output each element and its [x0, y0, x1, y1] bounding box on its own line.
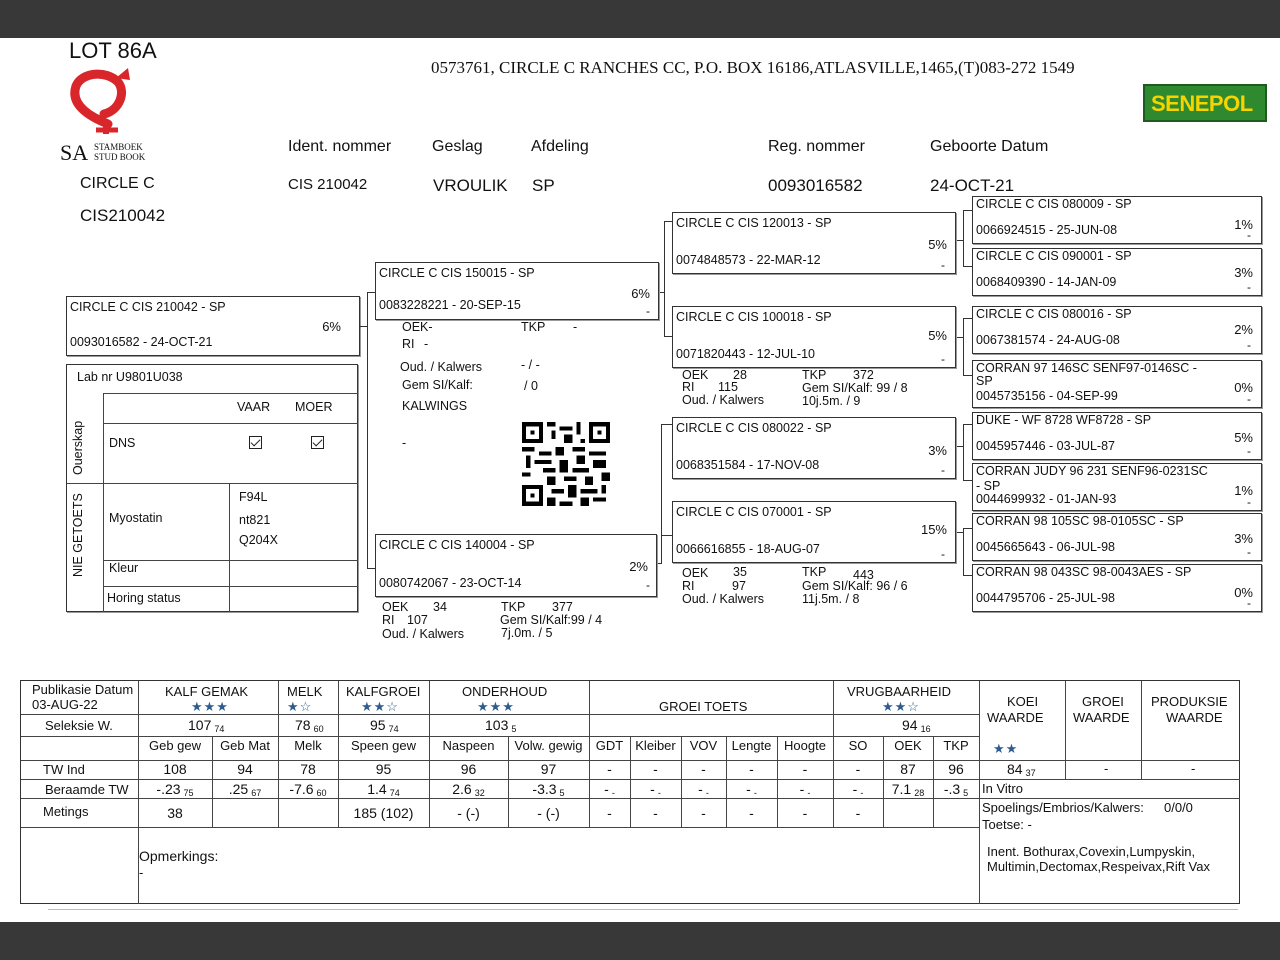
dam-tkp-label: TKP — [501, 600, 526, 614]
animal-name: CIRCLE C CIS 210042 - SP — [70, 300, 226, 314]
metings-cell: - — [855, 805, 861, 821]
gp2-ri-value: 115 — [718, 380, 738, 394]
gp-name: CIRCLE C CIS 080022 - SP — [676, 421, 832, 435]
kalf-gemak-stars-icon: ★★★ — [191, 699, 229, 714]
onderhoud-stars-icon: ★★★ — [477, 699, 515, 714]
beraamde-cell: -.3 $_5$ — [943, 781, 969, 798]
sire-tkp-label: TKP — [521, 320, 546, 334]
senepol-text: SENEPOL — [1151, 91, 1253, 116]
gp-pct: 15% — [920, 522, 947, 537]
metings-cell: - (-) — [457, 805, 480, 821]
great-grandparent-box — [972, 513, 1262, 561]
sire-pct: 6% — [631, 286, 650, 301]
great-grandparent-box — [972, 196, 1262, 244]
sire-oek: OEK- — [402, 320, 433, 334]
groei-toets-label: GROEI TOETS — [659, 699, 748, 714]
metings-cell: 38 — [167, 805, 183, 821]
dam-pct: 2% — [629, 559, 648, 574]
column-header: Volw. gewig — [514, 738, 583, 753]
grandparent-box — [672, 501, 956, 563]
koei-label-2: WAARDE — [987, 710, 1044, 725]
gp2-oek-label: OEK — [682, 368, 709, 382]
ggp-dash: - — [1247, 545, 1251, 559]
grandparent-box — [672, 306, 956, 368]
ggp-reg: 0066924515 - 25-JUN-08 — [976, 223, 1118, 237]
ggp-pct: 5% — [1234, 430, 1253, 445]
beraamde-cell: - $_-$ — [604, 781, 615, 798]
ggp-name: CIRCLE C CIS 090001 - SP — [976, 249, 1132, 263]
myostatin-value-1: F94L — [239, 490, 268, 504]
kalwings-label: KALWINGS — [402, 399, 468, 413]
nie-getoets-label: NIE GETOETS — [71, 493, 85, 577]
gp-reg: 0066616855 - 18-AUG-07 — [676, 542, 820, 556]
onderhoud-label: ONDERHOUD — [462, 684, 548, 699]
dam-ri-value: 107 — [407, 613, 428, 627]
metings-cell: - (-) — [537, 805, 560, 821]
gp4-tkp-label: TKP — [802, 565, 827, 579]
koei-stars-icon: ★★ — [993, 741, 1019, 756]
kalfgroei-sel: 95 $_{74}$ — [370, 717, 399, 734]
tw-prod: - — [1191, 761, 1196, 776]
gp-reg: 0074848573 - 22-MAR-12 — [676, 253, 821, 267]
ggp-reg: 0068409390 - 14-JAN-09 — [976, 275, 1117, 289]
sire-box — [375, 262, 659, 320]
kalf-gemak-sel: 107 $_{74}$ — [188, 717, 225, 734]
ident-label: Ident. nommer — [288, 138, 392, 155]
gp-dash: - — [941, 547, 945, 561]
ggp-name: CORRAN JUDY 96 231 SENF96-0231SC — [976, 464, 1208, 478]
column-header: Lengte — [731, 738, 772, 753]
gp4-oud-value: 11j.5m. / 8 — [802, 592, 860, 606]
vaar-dns-checkbox-icon — [249, 436, 262, 449]
lab-box — [66, 364, 358, 612]
ggp-pct: 3% — [1234, 265, 1253, 280]
gp4-gem: Gem SI/Kalf: 96 / 6 — [802, 579, 908, 593]
gp-reg: 0071820443 - 12-JUL-10 — [676, 347, 815, 361]
tw-cell: 78 — [300, 761, 316, 777]
column-header: Geb gew — [148, 738, 202, 753]
ggp-dash: - — [1247, 392, 1251, 406]
beraamde-cell: -3.3 $_5$ — [532, 781, 565, 798]
sire-gem-label: Gem SI/Kalf: — [402, 378, 473, 392]
dam-name: CIRCLE C CIS 140004 - SP — [379, 538, 535, 552]
afdeling-value: SP — [532, 176, 555, 195]
inent-line-2: Multimin,Dectomax,Respeivax,Rift Vax — [987, 859, 1210, 874]
opmerkings-value: - — [139, 865, 144, 880]
myostatin-label: Myostatin — [109, 511, 163, 525]
ggp-dash: - — [1247, 228, 1251, 242]
ggp-name-cont: - SP — [976, 479, 1001, 493]
gp4-ri-value: 97 — [732, 579, 746, 593]
grandparent-box — [672, 417, 956, 479]
beraamde-cell: 7.1 $_{28}$ — [891, 781, 925, 798]
horing-label: Horing status — [107, 591, 181, 605]
dam-box — [375, 534, 657, 597]
vrugbaarheid-sel: 94 $_{16}$ — [902, 717, 931, 734]
beraamde-cell: - $_-$ — [650, 781, 661, 798]
geboorte-value: 24-OCT-21 — [930, 176, 1015, 195]
dns-label: DNS — [109, 436, 136, 450]
column-header: SO — [848, 738, 868, 753]
footer-line — [48, 909, 1238, 910]
pub-date: 03-AUG-22 — [32, 697, 98, 712]
sire-tkp-value: - — [573, 320, 578, 334]
groei-waarde-label: GROEI — [1082, 694, 1124, 709]
tw-label: TW Ind — [43, 762, 85, 777]
tw-cell: - — [802, 761, 808, 777]
ggp-dash: - — [1247, 338, 1251, 352]
qr-code — [522, 422, 610, 506]
beraamde-label: Beraamde TW — [45, 782, 129, 797]
tw-cell: - — [607, 761, 612, 777]
ggp-pct: 1% — [1234, 217, 1253, 232]
ident-value: CIS 210042 — [288, 176, 368, 193]
tw-koei: 84 $_{37}$ — [1007, 761, 1036, 778]
beraamde-cell: - $_-$ — [799, 781, 811, 798]
sa-text: SA — [60, 140, 89, 165]
studbook-text: STUD BOOK — [94, 152, 146, 162]
metings-cell: - — [749, 805, 754, 821]
sire-gem-value: / 0 — [524, 379, 538, 393]
gp-name: CIRCLE C CIS 120013 - SP — [676, 216, 832, 230]
column-header: Naspeen — [442, 738, 495, 753]
gp-dash: - — [941, 463, 945, 477]
tw-cell: 87 — [900, 761, 916, 777]
gp2-tkp-label: TKP — [802, 368, 827, 382]
ggp-dash: - — [1247, 444, 1251, 458]
dam-oud-value: 7j.0m. / 5 — [501, 626, 553, 640]
afdeling-label: Afdeling — [531, 138, 589, 155]
column-header: Speen gew — [350, 738, 417, 753]
reg-label: Reg. nommer — [768, 138, 865, 155]
ggp-name: CIRCLE C CIS 080009 - SP — [976, 197, 1132, 211]
tw-cell: 95 — [375, 761, 392, 777]
gp-pct: 5% — [928, 328, 947, 343]
ggp-pct: 2% — [1234, 322, 1253, 337]
inent-line-1: Inent. Bothurax,Covexin,Lumpyskin, — [987, 844, 1196, 859]
gp2-oud-label: Oud. / Kalwers — [682, 393, 764, 407]
kalf-gemak-label: KALF GEMAK — [165, 684, 249, 699]
gp-pct: 3% — [928, 443, 947, 458]
gp-name: CIRCLE C CIS 100018 - SP — [676, 310, 832, 324]
sire-ri-value: - — [424, 337, 429, 351]
ggp-dash: - — [1247, 495, 1251, 509]
gp2-oud-value: 10j.5m. / 9 — [802, 394, 861, 408]
onderhoud-sel: 103 $_5$ — [485, 717, 517, 734]
ggp-pct: 1% — [1234, 483, 1253, 498]
gp-reg: 0068351584 - 17-NOV-08 — [676, 458, 820, 472]
beraamde-cell: -7.6 $_{60}$ — [289, 781, 327, 798]
sire-dash: - — [646, 304, 650, 318]
gp2-ri-label: RI — [682, 380, 695, 394]
ggp-reg: 0044795706 - 25-JUL-98 — [976, 591, 1115, 605]
column-header: Geb Mat — [220, 738, 270, 753]
column-header: Kleiber — [635, 738, 676, 753]
ggp-pct: 0% — [1234, 585, 1253, 600]
ggp-name: CIRCLE C CIS 080016 - SP — [976, 307, 1132, 321]
sire-name: CIRCLE C CIS 150015 - SP — [379, 266, 535, 280]
melk-label: MELK — [287, 684, 323, 699]
ggp-reg: 0045957446 - 03-JUL-87 — [976, 439, 1115, 453]
kalfgroei-stars-icon: ★★☆ — [361, 699, 399, 714]
ggp-name-cont: SP — [976, 374, 993, 388]
owner-line: 0573761, CIRCLE C RANCHES CC, P.O. BOX 16186,ATLASVILLE,1465,(T)083-272 1549 — [431, 58, 1075, 77]
column-header: VOV — [689, 738, 718, 753]
ggp-name: CORRAN 98 105SC 98-0105SC - SP — [976, 514, 1184, 528]
stamboek-emblem-icon — [60, 66, 160, 136]
top-bar — [0, 0, 1280, 38]
grandparent-box — [672, 212, 956, 274]
great-grandparent-box — [972, 412, 1262, 460]
metings-cell: - — [653, 805, 658, 821]
tw-cell: - — [701, 761, 706, 777]
dam-oud-label: Oud. / Kalwers — [382, 627, 464, 641]
gp-dash: - — [941, 352, 945, 366]
groei-waarde-label-2: WAARDE — [1073, 710, 1130, 725]
pub-label: Publikasie Datum — [32, 682, 134, 697]
gp4-ri-label: RI — [682, 579, 695, 593]
beraamde-cell: .25 $_{67}$ — [228, 781, 262, 798]
tw-cell: 94 — [237, 761, 253, 777]
ggp-reg: 0045665643 - 06-JUL-98 — [976, 540, 1115, 554]
tw-cell: - — [855, 761, 861, 777]
vrugbaarheid-label: VRUGBAARHEID — [847, 684, 952, 699]
geslag-label: Geslag — [432, 138, 483, 155]
in-vitro-label: In Vitro — [982, 781, 1023, 796]
tw-groei: - — [1104, 761, 1109, 776]
tw-cell: - — [749, 761, 754, 777]
sire-oud-value: - / - — [521, 358, 540, 372]
performance-table — [20, 680, 1240, 904]
beraamde-cell: - $_-$ — [698, 781, 709, 798]
dam-oek-label: OEK — [382, 600, 409, 614]
ggp-dash: - — [1247, 596, 1251, 610]
vaar-label: VAAR — [237, 400, 271, 414]
spoelings-value: 0/0/0 — [1164, 800, 1193, 815]
column-header: GDT — [595, 738, 624, 753]
geslag-value: VROULIK — [433, 176, 508, 195]
gp4-oud-label: Oud. / Kalwers — [682, 592, 764, 606]
dam-oek-value: 34 — [433, 600, 447, 614]
geboorte-label: Geboorte Datum — [930, 138, 1049, 155]
animal-pct: 6% — [322, 319, 341, 334]
great-grandparent-box — [972, 360, 1262, 408]
dam-ri-label: RI — [382, 613, 395, 627]
beraamde-cell: 1.4 $_{74}$ — [367, 781, 400, 798]
ggp-name: DUKE - WF 8728 WF8728 - SP — [976, 413, 1152, 427]
gp4-oek-value: 35 — [733, 565, 747, 579]
sire-reg: 0083228221 - 20-SEP-15 — [379, 298, 521, 312]
bottom-bar — [0, 922, 1280, 960]
column-header: TKP — [943, 738, 969, 753]
spoelings-label: Spoelings/Embrios/Kalwers: — [982, 800, 1144, 815]
gp4-oek-label: OEK — [682, 566, 709, 580]
dam-gem: Gem SI/Kalf:99 / 4 — [500, 613, 603, 627]
tw-cell: 108 — [163, 761, 187, 777]
produksie-label: PRODUKSIE — [1151, 694, 1228, 709]
column-header: Melk — [294, 738, 322, 753]
great-grandparent-box — [972, 463, 1262, 511]
seleksie-label: Seleksie W. — [45, 718, 113, 733]
tw-cell: 97 — [540, 761, 557, 777]
column-header: OEK — [894, 738, 922, 753]
ggp-name: CORRAN 98 043SC 98-0043AES - SP — [976, 565, 1192, 579]
vrugbaarheid-stars-icon: ★★☆ — [882, 699, 920, 714]
gp-dash: - — [941, 258, 945, 272]
gp2-oek-value: 28 — [733, 368, 747, 382]
metings-cell: - — [802, 805, 808, 821]
koei-label: KOEI — [1007, 694, 1039, 709]
great-grandparent-box — [972, 248, 1262, 296]
moer-dns-checkbox-icon — [311, 436, 324, 449]
ggp-reg: 0067381574 - 24-AUG-08 — [976, 333, 1120, 347]
column-header: Hoogte — [784, 738, 826, 753]
beraamde-cell: - $_-$ — [852, 781, 864, 798]
ggp-reg: 0044699932 - 01-JAN-93 — [976, 492, 1117, 506]
gp4-tkp-value: 443 — [853, 568, 874, 582]
metings-cell: 185 (102) — [353, 805, 414, 821]
sire-oud-label: Oud. / Kalwers — [400, 360, 482, 374]
gp-name: CIRCLE C CIS 070001 - SP — [676, 505, 832, 519]
opmerkings-label: Opmerkings: — [139, 848, 219, 864]
ggp-reg: 0045735156 - 04-SEP-99 — [976, 389, 1118, 403]
animal-reg: 0093016582 - 24-OCT-21 — [70, 335, 213, 349]
dam-tkp-value: 377 — [552, 600, 573, 614]
tw-cell: 96 — [460, 761, 477, 777]
metings-label: Metings — [43, 804, 89, 819]
tw-cell: 96 — [948, 761, 964, 777]
reg-value: 0093016582 — [768, 176, 863, 195]
melk-sel: 78 $_{60}$ — [295, 717, 324, 734]
kleur-label: Kleur — [109, 561, 139, 575]
beraamde-cell: 2.6 $_{32}$ — [452, 781, 485, 798]
gp2-gem: Gem SI/Kalf: 99 / 8 — [802, 381, 908, 395]
metings-cell: - — [701, 805, 706, 821]
tw-cell: - — [653, 761, 658, 777]
lot-number: LOT 86A — [69, 38, 157, 63]
gp2-tkp-value: 372 — [853, 368, 874, 382]
ggp-pct: 3% — [1234, 531, 1253, 546]
ouerskap-label: Ouerskap — [71, 420, 85, 475]
kalfgroei-label: KALFGROEI — [346, 684, 421, 699]
sa-stamboek-logo — [60, 66, 160, 166]
stamboek-text: STAMBOEK — [94, 142, 143, 152]
melk-stars-icon: ★☆ — [287, 699, 313, 714]
herd-id: CIS210042 — [80, 206, 166, 225]
moer-label: MOER — [295, 400, 333, 414]
lab-number: Lab nr U9801U038 — [77, 370, 183, 384]
great-grandparent-box — [972, 564, 1262, 612]
kalwings-dash: - — [402, 436, 407, 450]
dam-reg: 0080742067 - 23-OCT-14 — [379, 576, 522, 590]
myostatin-value-3: Q204X — [239, 533, 278, 547]
sire-ri-label: RI — [402, 337, 415, 351]
toetse-label: Toetse: - — [982, 817, 1032, 832]
great-grandparent-box — [972, 306, 1262, 354]
dam-dash: - — [646, 578, 650, 592]
qr-code-icon — [522, 422, 610, 506]
beraamde-cell: - $_-$ — [746, 781, 757, 798]
beraamde-cell: -.23 $_{75}$ — [156, 781, 194, 798]
gp-pct: 5% — [928, 237, 947, 252]
myostatin-value-2: nt821 — [239, 513, 271, 527]
ggp-name: CORRAN 97 146SC SENF97-0146SC - — [976, 361, 1197, 375]
senepol-logo — [1143, 84, 1267, 122]
metings-cell: - — [607, 805, 612, 821]
ggp-dash: - — [1247, 280, 1251, 294]
produksie-label-2: WAARDE — [1166, 710, 1223, 725]
ggp-pct: 0% — [1234, 380, 1253, 395]
breeder-name: CIRCLE C — [80, 175, 155, 192]
animal-box — [66, 296, 360, 356]
